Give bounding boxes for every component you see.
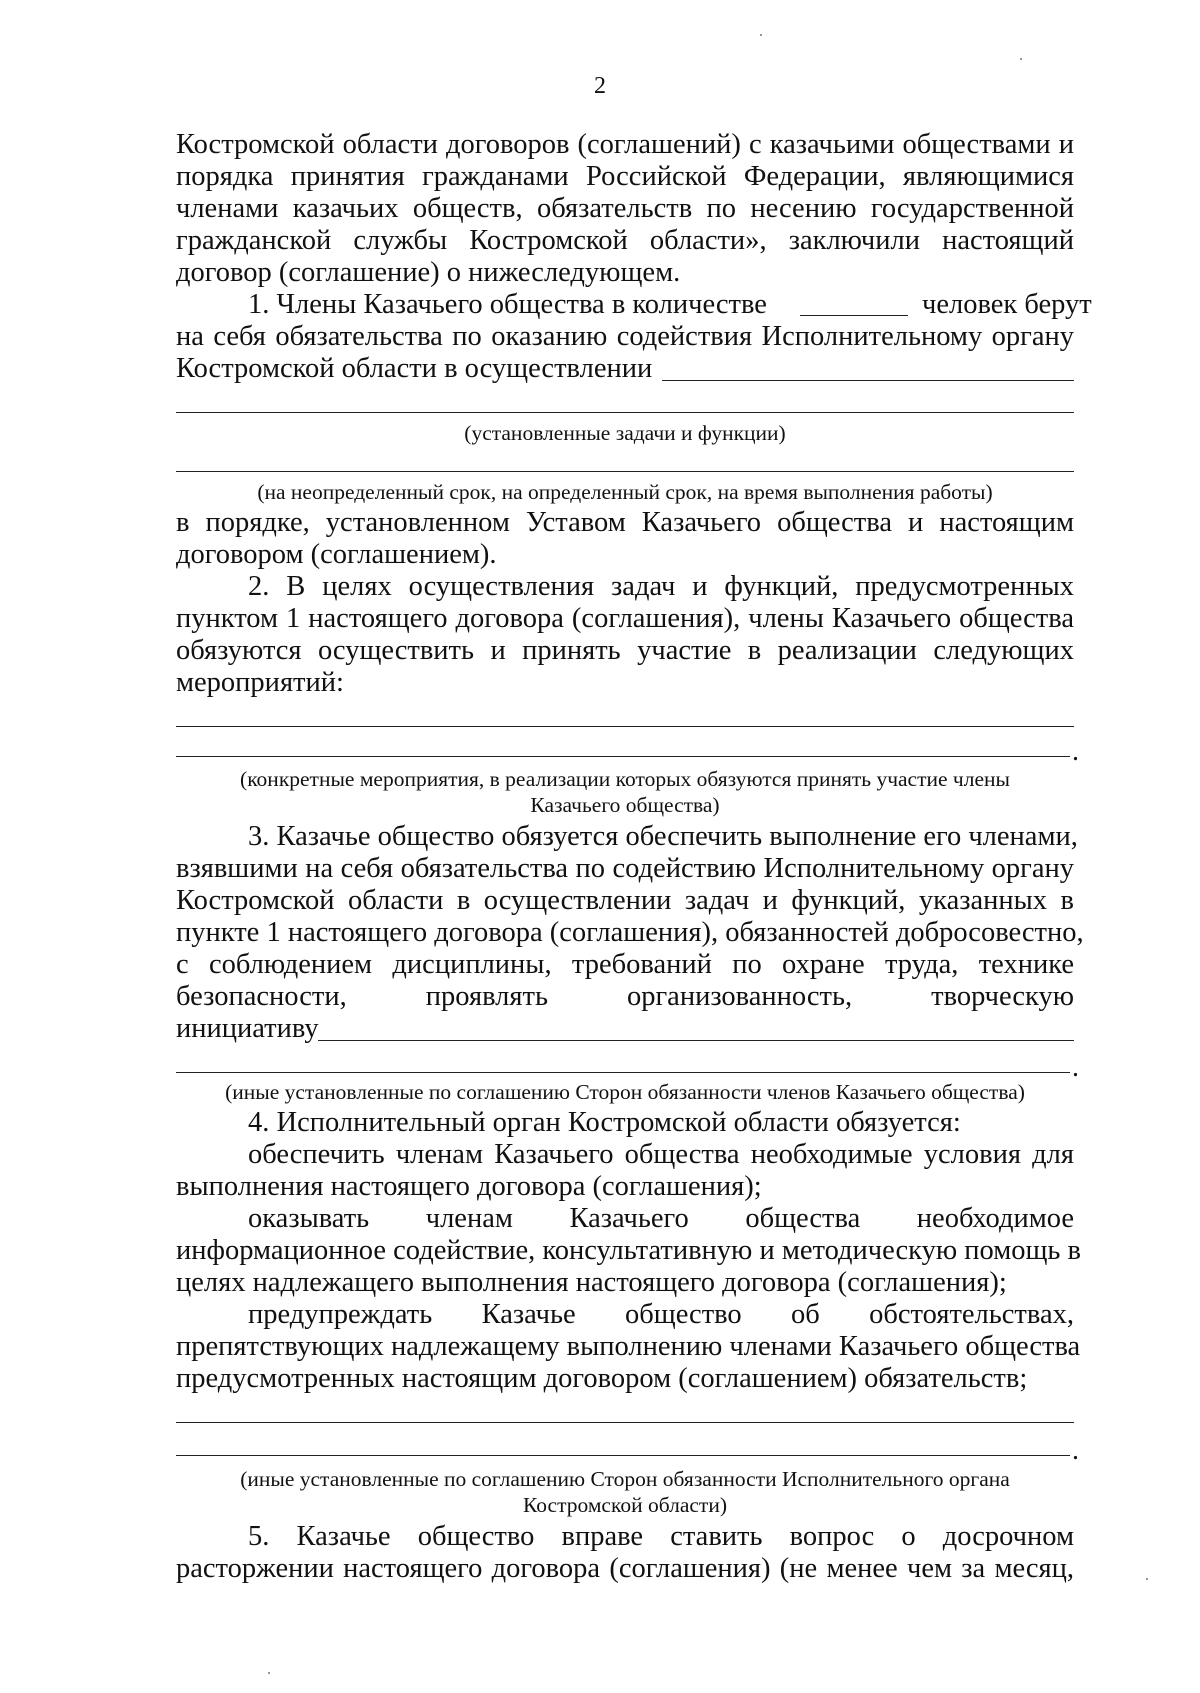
blank-line [176,1072,1070,1073]
text-line: препятствующих надлежащему выполнению членами Казачьего общества [176,1331,1081,1362]
scan-speck [760,34,762,36]
text-line: обязуются осуществить и принять участие в реализации следующих [176,635,1074,666]
blank-line [176,1422,1074,1423]
period: . [1072,1435,1079,1466]
text-line: пунктом 1 настоящего договора (соглашения), члены Казачьего общества [176,603,1074,634]
text-line: выполнения настоящего договора (соглашения); [176,1171,762,1202]
blank-tasks [662,380,1074,381]
blank-member-count [800,315,908,316]
blank-line [176,756,1070,757]
caption-duties-members: (иные установленные по соглашению Сторон обязанности членов Казачьего общества) [225,1080,1025,1104]
caption-term: (на неопределенный срок, на определенный срок, на время выполнения работы) [257,480,993,504]
blank-line [176,1455,1070,1456]
caption-duties-authority: (иные установленные по соглашению Сторон обязанности Исполнительного органа [240,1467,1010,1491]
text-line: предупреждать Казачье общество об обстоятельствах, [248,1299,1074,1330]
scan-speck [1146,1578,1148,1580]
blank-line [176,726,1074,727]
text-line: целях надлежащего выполнения настоящего договора (соглашения); [176,1267,1007,1298]
text-line: Костромской области договоров (соглашений) с казачьими обществами и [176,129,1074,160]
caption-events: (конкретные мероприятия, в реализации которых обязуются принять участие члены [240,767,1010,791]
period: . [1072,736,1079,767]
text-line: пункте 1 настоящего договора (соглашения), обязанностей добросовестно, [176,917,1084,948]
text-line: инициативу [176,1013,319,1044]
period: . [1072,1052,1079,1083]
text-line: оказывать членам Казачьего общества необходимое [248,1203,1074,1234]
text-line: договор (соглашение) о нижеследующем. [176,257,681,288]
text-line: Костромской области в осуществлении задач и функций, указанных в [176,885,1074,916]
clause-4-start: 4. Исполнительный орган Костромской области обязуется: [248,1107,961,1138]
text-line: в порядке, установленном Уставом Казачьего общества и настоящим [176,507,1074,538]
caption-tasks: (установленные задачи и функции) [464,421,786,445]
clause-1-start: 1. Члены Казачьего общества в количестве [248,289,767,320]
text-line: Костромской области в осуществлении [176,353,653,384]
text-line: членами казачьих обществ, обязательств по несению государственной [176,193,1074,224]
text-line: предусмотренных настоящим договором (соглашением) обязательств; [176,1363,1028,1394]
text-line: взявшими на себя обязательства по содействию Исполнительному органу [176,853,1074,884]
text-line: безопасности, проявлять организованность, творческую [176,981,1074,1012]
text-line: с соблюдением дисциплины, требований по охране труда, технике [176,949,1074,980]
text-line: порядка принятия гражданами Российской Федерации, являющимися [176,161,1074,192]
clause-1-start-end: человек берут [922,289,1092,320]
text-line: информационное содействие, консультативную и методическую помощь в [176,1235,1082,1266]
clause-5-start: 5. Казачье общество вправе ставить вопрос о досрочном [248,1521,1074,1552]
caption-events: Казачьего общества) [530,793,720,817]
clause-2-start: 2. В целях осуществления задач и функций, предусмотренных [248,571,1074,602]
text-line: договором (соглашением). [176,539,497,570]
blank-line [176,412,1074,413]
text-line: обеспечить членам Казачьего общества необходимые условия для [248,1139,1074,1170]
blank-initiative [318,1040,1074,1041]
blank-line [176,471,1074,472]
text-line: гражданской службы Костромской области», заключили настоящий [176,225,1074,256]
text-line: на себя обязательства по оказанию содействия Исполнительному органу [176,321,1074,352]
text-line: расторжении настоящего договора (соглашения) (не менее чем за месяц, [176,1553,1074,1584]
page-number: 2 [594,73,606,99]
scan-speck [1020,58,1022,60]
scan-speck [268,1672,270,1674]
text-line: мероприятий: [176,667,344,698]
caption-duties-authority: Костромской области) [522,1493,727,1517]
clause-3-start: 3. Казачье общество обязуется обеспечить выполнение его членами, [248,821,1078,852]
